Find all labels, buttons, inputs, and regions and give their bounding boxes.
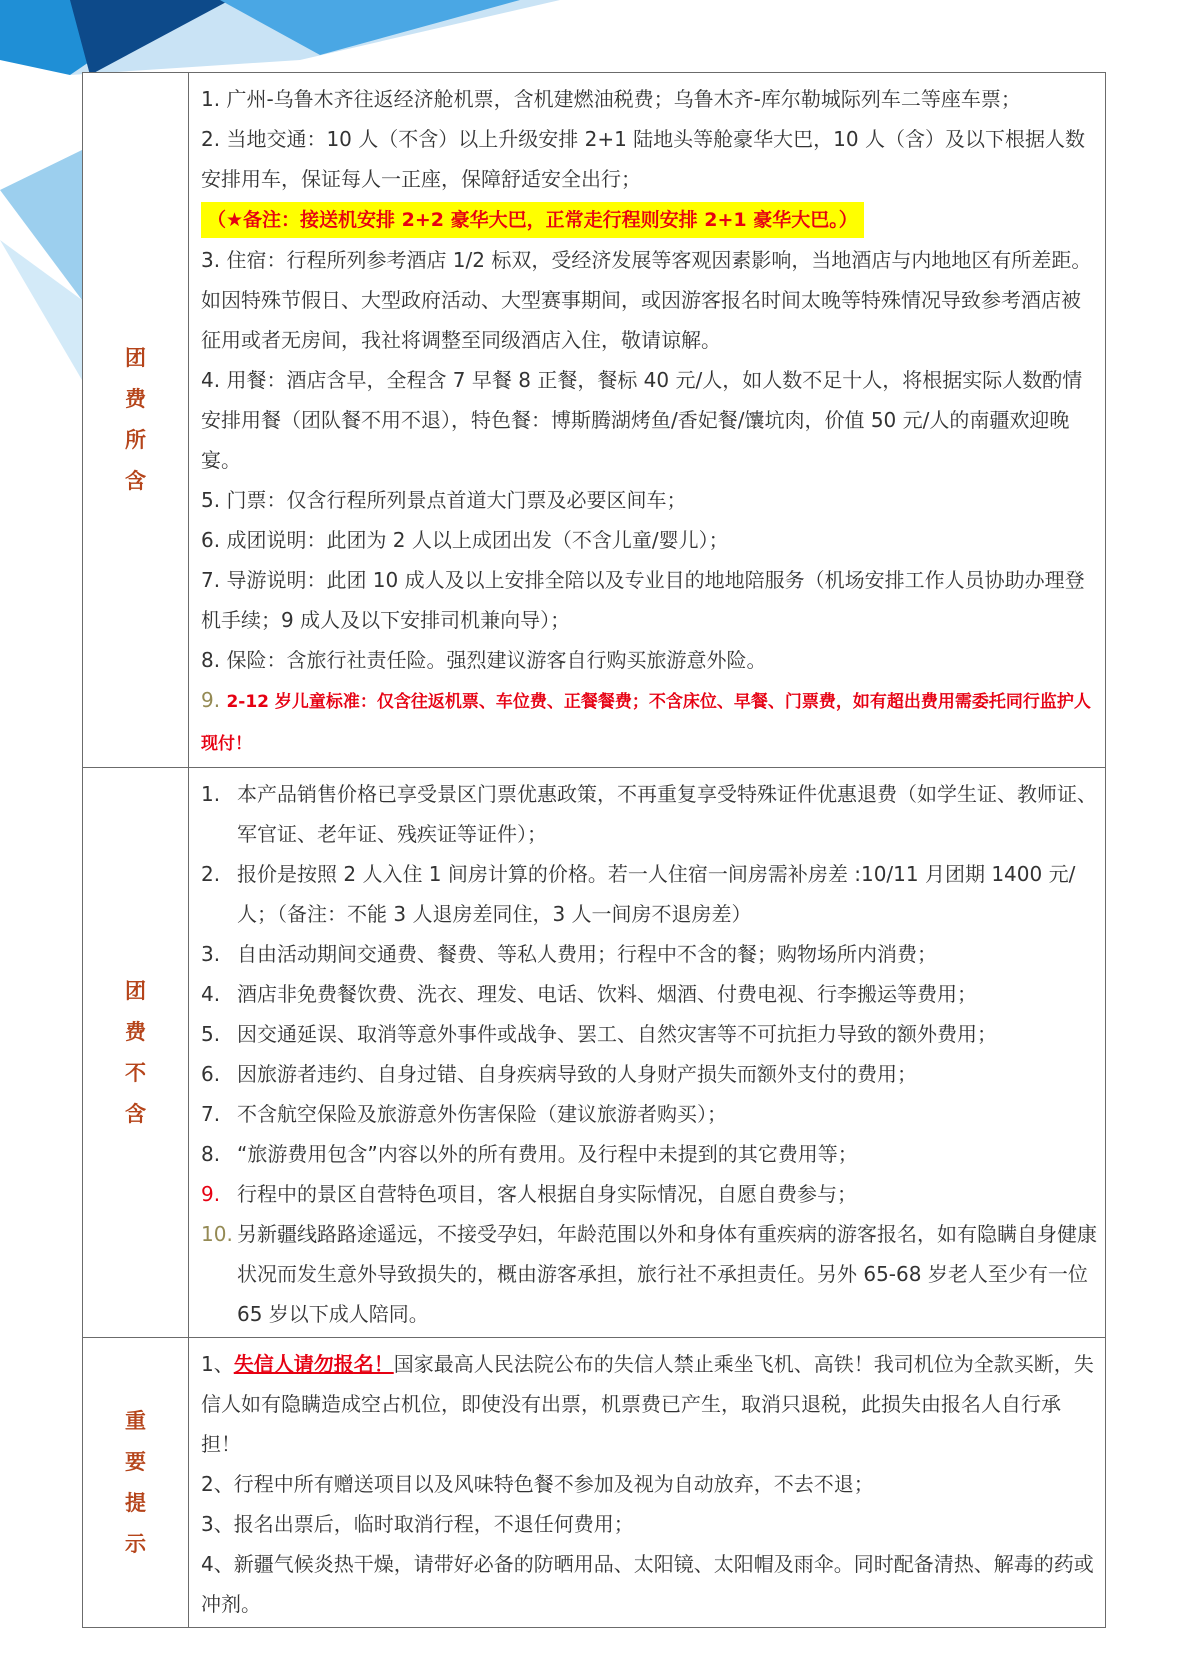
included-item-2: 2. 当地交通：10 人（不含）以上升级安排 2+1 陆地头等舱豪华大巴，10 人（含）及以下根据人数安排用车，保证每人一正座，保障舒适安全出行； — [201, 127, 1085, 191]
tips-item-4: 4、新疆气候炎热干燥，请带好必备的防晒用品、太阳镜、太阳帽及雨伞。同时配备清热、解毒的药或冲剂。 — [201, 1552, 1094, 1616]
fee-table-container — [82, 72, 1106, 1628]
excluded-item-1: 1. 本产品销售价格已享受景区门票优惠政策，不再重复享受特殊证件优惠退费（如学生证、教师证、军官证、老年证、残疾证等证件）； — [201, 782, 1097, 846]
included-item-3: 3. 住宿：行程所列参考酒店 1/2 标双，受经济发展等客观因素影响，当地酒店与内地地区有所差距。如因特殊节假日、大型政府活动、大型赛事期间，或因游客报名时间太晚等特殊情况导致参考酒店被征用或者无房间，我社将调整至同级酒店入住，敬请谅解。 — [201, 248, 1092, 352]
included-heading: 团 费 所 含 — [83, 73, 189, 768]
excluded-item-10: 10. 另新疆线路路途遥远，不接受孕妇，年龄范围以外和身体有重疾病的游客报名，如有隐瞒自身健康状况而发生意外导致损失的，概由游客承担，旅行社不承担责任。另外 65-68 岁老人至少有一位 65 岁以下成人陪同。 — [201, 1222, 1097, 1326]
included-item-4: 4. 用餐：酒店含早，全程含 7 早餐 8 正餐，餐标 40 元/人，如人数不足十人，将根据实际人数酌情安排用餐（团队餐不用不退），特色餐：博斯腾湖烤鱼/香妃餐/馕坑肉，价值 50 元/人的南疆欢迎晚宴。 — [201, 368, 1083, 472]
tips-content — [189, 1338, 1106, 1628]
excluded-item-6: 6. 因旅游者违约、自身过错、自身疾病导致的人身财产损失而额外支付的费用； — [201, 1062, 917, 1086]
included-item-8: 8. 保险：含旅行社责任险。强烈建议游客自行购买旅游意外险。 — [201, 648, 767, 672]
included-item-6: 6. 成团说明：此团为 2 人以上成团出发（不含儿童/婴儿）； — [201, 528, 729, 552]
credit-warning: 失信人请勿报名！ — [233, 1352, 394, 1376]
excluded-item-2: 2. 报价是按照 2 人入住 1 间房计算的价格。若一人住宿一间房需补房差 :10/11 月团期 1400 元/人；（备注：不能 3 人退房差同住，3 人一间房不退房差） — [201, 862, 1076, 926]
excluded-item-8: 8. “旅游费用包含”内容以外的所有费用。及行程中未提到的其它费用等； — [201, 1142, 858, 1166]
tips-row — [83, 1338, 1106, 1628]
included-item-5: 5. 门票：仅含行程所列景点首道大门票及必要区间车； — [201, 488, 687, 512]
fee-table — [82, 72, 1106, 1628]
highlight-note: （★备注：接送机安排 2+2 豪华大巴，正常走行程则安排 2+1 豪华大巴。） — [201, 202, 864, 238]
excluded-item-7: 7. 不含航空保险及旅游意外伤害保险（建议旅游者购买）； — [201, 1102, 727, 1126]
excluded-item-9: 9. 行程中的景区自营特色项目，客人根据自身实际情况，自愿自费参与； — [201, 1182, 857, 1206]
excluded-row — [83, 768, 1106, 1338]
included-content — [189, 73, 1106, 768]
included-row — [83, 73, 1106, 768]
tips-item-3: 3、报名出票后，临时取消行程，不退任何费用； — [201, 1512, 634, 1536]
excluded-content — [189, 768, 1106, 1338]
excluded-heading: 团 费 不 含 — [83, 768, 189, 1338]
included-item-9: 9. 2-12 岁儿童标准：仅含往返机票、车位费、正餐餐费；不含床位、早餐、门票费，如有超出费用需委托同行监护人现付！ — [201, 688, 1091, 754]
included-item-1: 1. 广州-乌鲁木齐往返经济舱机票，含机建燃油税费；乌鲁木齐-库尔勒城际列车二等座车票； — [201, 87, 1021, 111]
child-policy-text: 2-12 岁儿童标准：仅含往返机票、车位费、正餐餐费；不含床位、早餐、门票费，如有超出费用需委托同行监护人现付！ — [201, 692, 1091, 754]
tips-item-1: 1、失信人请勿报名！国家最高人民法院公布的失信人禁止乘坐飞机、高铁！我司机位为全款买断，失信人如有隐瞒造成空占机位，即使没有出票，机票费已产生，取消只退税，此损失由报名人自行承担！ — [201, 1352, 1094, 1456]
excluded-item-3: 3. 自由活动期间交通费、餐费、等私人费用；行程中不含的餐；购物场所内消费； — [201, 942, 937, 966]
tips-item-2: 2、行程中所有赠送项目以及风味特色餐不参加及视为自动放弃，不去不退； — [201, 1472, 874, 1496]
included-item-7: 7. 导游说明：此团 10 成人及以上安排全陪以及专业目的地地陪服务（机场安排工作人员协助办理登机手续；9 成人及以下安排司机兼向导）； — [201, 568, 1085, 632]
excluded-item-4: 4. 酒店非免费餐饮费、洗衣、理发、电话、饮料、烟酒、付费电视、行李搬运等费用； — [201, 982, 977, 1006]
excluded-item-5: 5. 因交通延误、取消等意外事件或战争、罢工、自然灾害等不可抗拒力导致的额外费用； — [201, 1022, 997, 1046]
tips-heading: 重 要 提 示 — [83, 1338, 189, 1628]
